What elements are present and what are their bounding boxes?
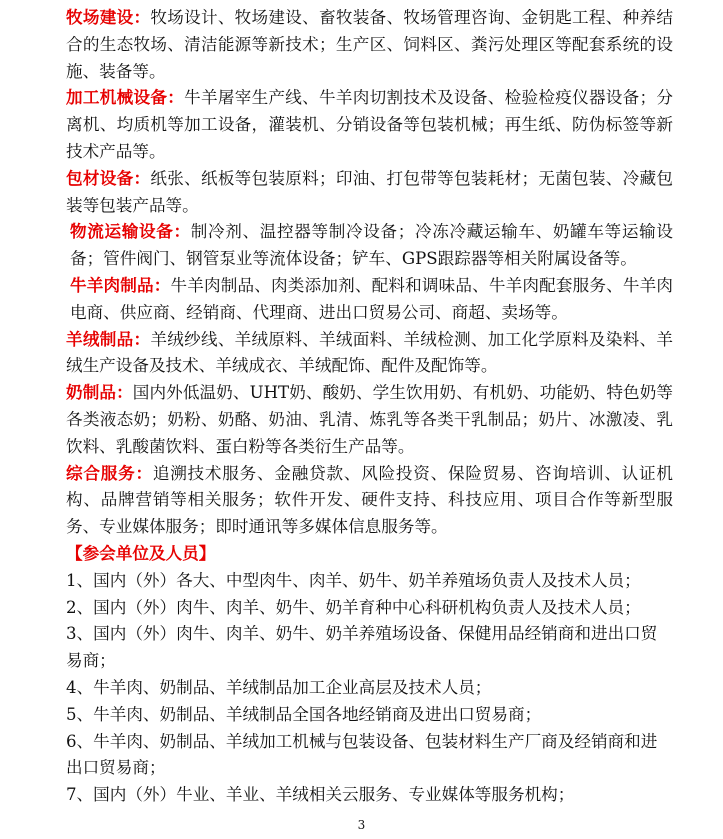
category-text: 纸张、纸板等包装原料；印油、打包带等包装耗材；无菌包装、冷藏包装等包装产品等。 [66,168,673,215]
attendee-item: 4、牛羊肉、奶制品、羊绒制品加工企业高层及技术人员； [66,677,492,697]
category-ranch [66,5,673,85]
section-heading-attendees: 【参会单位及人员】 [66,543,216,563]
category-text: 牧场设计、牧场建设、畜牧装备、牧场管理咨询、金钥匙工程、种养结合的生态牧场、清洁能源等新技术；生产区、饲料区、粪污处理区等配套系统的设施、装备等。 [66,8,673,81]
category-label: 羊绒制品： [66,329,151,349]
page-number: 3 [357,817,366,832]
category-text: 制冷剂、温控器等制冷设备；冷冻冷藏运输车、奶罐车等运输设备；管件阀门、钢管泵业等流体设备；铲车、GPS跟踪器等相关附属设备等。 [70,222,674,269]
category-text: 牛羊屠宰生产线、牛羊肉切割技术及设备、检验检疫仪器设备；分离机、均质机等加工设备，灌装机、分销设备等包装机械；再生纸、防伪标签等新技术产品等。 [66,88,674,161]
category-text: 国内外低温奶、UHT奶、酸奶、学生饮用奶、有机奶、功能奶、特色奶等各类液态奶；奶粉、奶酪、奶油、乳清、炼乳等各类干乳制品；奶片、冰激凌、乳饮料、乳酸菌饮料、蛋白粉等各类衍生产品等。 [66,383,673,456]
category-label: 加工机械设备： [66,88,185,108]
attendee-item: 3、国内（外）肉牛、肉羊、奶牛、奶羊养殖场设备、保健用品经销商和进出口贸易商； [66,624,658,671]
category-label: 牧场建设： [66,8,151,27]
document-body [66,0,673,809]
category-text: 追溯技术服务、金融贷款、风险投资、保险贸易、咨询培训、认证机构、品牌营销等相关服务；软件开发、硬件支持、科技应用、项目合作等新型服务、专业媒体服务；即时通讯等多媒体信息服务等。 [66,463,674,537]
attendee-item: 7、国内（外）牛业、羊业、羊绒相关云服务、专业媒体等服务机构； [66,785,575,805]
category-label: 物流运输设备： [70,222,191,242]
attendee-item: 1、国内（外）各大、中型肉牛、肉羊、奶牛、奶羊养殖场负责人及技术人员； [66,570,641,590]
category-packaging [66,166,673,220]
category-label: 包材设备： [66,168,151,188]
category-cashmere [66,327,673,381]
category-processing-machinery [66,85,673,165]
category-services [66,461,673,541]
category-logistics [66,219,673,273]
category-text: 羊绒纱线、羊绒原料、羊绒面料、羊绒检测、加工化学原料及染料、羊绒生产设备及技术、羊绒成衣、羊绒配饰、配件及配饰等。 [66,329,673,376]
attendee-item: 2、国内（外）肉牛、肉羊、奶牛、奶羊育种中心科研机构负责人及技术人员； [66,597,641,617]
category-text: 牛羊肉制品、肉类添加剂、配料和调味品、牛羊肉配套服务、牛羊肉电商、供应商、经销商、代理商、进出口贸易公司、商超、卖场等。 [70,275,674,322]
category-meat [66,273,673,327]
category-dairy [66,380,673,460]
attendee-item: 6、牛羊肉、奶制品、羊绒加工机械与包装设备、包装材料生产厂商及经销商和进出口贸易商； [66,731,658,778]
attendee-item: 5、牛羊肉、奶制品、羊绒制品全国各地经销商及进出口贸易商； [66,704,542,724]
category-label: 综合服务： [66,463,153,483]
category-label: 牛羊肉制品： [70,275,171,295]
category-label: 奶制品： [66,383,133,403]
